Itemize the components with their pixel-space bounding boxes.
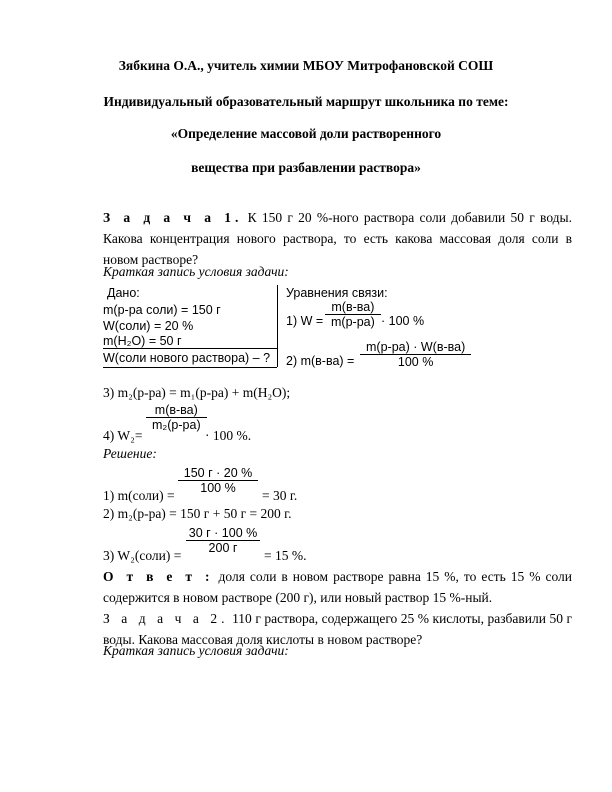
- topic-line-2: вещества при разбавлении раствора»: [191, 160, 421, 175]
- solution-step-1-fraction: [178, 466, 258, 495]
- answer-text: доля соли в новом растворе равна 15 %, то есть 15 % соли содержится в новом растворе (200 г), или новый раствор 15 %-ный.: [103, 569, 573, 605]
- relation-2-fraction: [360, 340, 471, 369]
- solution-step-3-result: = 15 %.: [264, 548, 307, 563]
- relation-2-prefix: 2) m(в-ва) =: [286, 354, 355, 368]
- given-title: Дано:: [107, 286, 140, 300]
- equation-4-numerator: m(в-ва): [154, 403, 198, 417]
- solution-step-3-numerator: 30 г · 100 %: [188, 526, 258, 540]
- task1-label: З а д а ч а 1.: [103, 210, 243, 225]
- relation-1-fraction: [325, 300, 381, 329]
- solution-step-3-fraction: [186, 526, 260, 555]
- task2-text: 110 г раствора, содержащего 25 % кислоты, разбавили 50 г воды. Какова массовая доля кислоты в новом растворе?: [103, 611, 572, 647]
- relations-title: Уравнения связи:: [286, 286, 388, 300]
- task1-paragraph: [103, 207, 572, 270]
- topic-line-1: «Определение массовой доли растворенного: [170, 126, 442, 141]
- solution-step-1-numerator: 150 г · 20 %: [183, 466, 253, 480]
- equation-3: 3) m₂(р-ра) = m₁(р-ра) + m(H₂O);: [103, 385, 291, 400]
- relation-1-suffix: · 100 %: [381, 314, 425, 328]
- given-divider-bottom: [103, 367, 277, 368]
- solution-label: Решение:: [103, 446, 157, 461]
- given-line-3: m(H₂O) = 50 г: [103, 334, 182, 348]
- given-divider-horizontal: [103, 348, 277, 349]
- solution-step-1-prefix: 1) m(соли) =: [103, 488, 175, 503]
- given-box: [103, 285, 277, 367]
- solution-step-2: 2) m₂(р-ра) = 150 г + 50 г = 200 г.: [103, 506, 292, 521]
- solution-step-3-prefix: 3) W₂(соли) =: [103, 548, 182, 563]
- answer-paragraph: [103, 566, 572, 608]
- relation-2-numerator: m(р-ра) · W(в-ва): [366, 340, 466, 354]
- task2-label: З а д а ч а 2.: [103, 611, 229, 626]
- task1-short-note-label: Краткая запись условия задачи:: [103, 264, 289, 279]
- relation-2-denominator: 100 %: [397, 355, 434, 369]
- author-line: Зябкина О.А., учитель химии МБОУ Митрофановской СОШ: [118, 58, 494, 73]
- relation-1-denominator: m(р-ра): [331, 315, 375, 329]
- given-line-2: W(соли) = 20 %: [103, 319, 194, 333]
- solution-step-3-denominator: 200 г: [208, 541, 238, 555]
- given-find: W(соли нового раствора) – ?: [103, 351, 271, 365]
- solution-step-1-denominator: 100 %: [200, 481, 236, 495]
- route-title: Индивидуальный образовательный маршрут школьника по теме:: [103, 94, 509, 109]
- task2-short-note-label: Краткая запись условия задачи:: [103, 643, 289, 658]
- equation-4-fraction: [146, 403, 207, 432]
- given-line-1: m(р-ра соли) = 150 г: [103, 303, 221, 317]
- solution-step-1-result: = 30 г.: [262, 488, 298, 503]
- answer-label: О т в е т :: [103, 569, 214, 584]
- relation-1-numerator: m(в-ва): [331, 300, 375, 314]
- relation-1-prefix: 1) W =: [286, 314, 324, 328]
- equation-4-suffix: · 100 %.: [205, 428, 252, 443]
- task1-text: К 150 г 20 %-ного раствора соли добавили 50 г воды. Какова концентрация нового раствора, то есть какова массовая доля соли в новом растворе?: [103, 210, 572, 267]
- equation-4-prefix: 4) W₂=: [103, 428, 143, 443]
- equation-4-denominator: m₂(р-ра): [152, 418, 201, 432]
- given-divider-vertical: [277, 285, 278, 367]
